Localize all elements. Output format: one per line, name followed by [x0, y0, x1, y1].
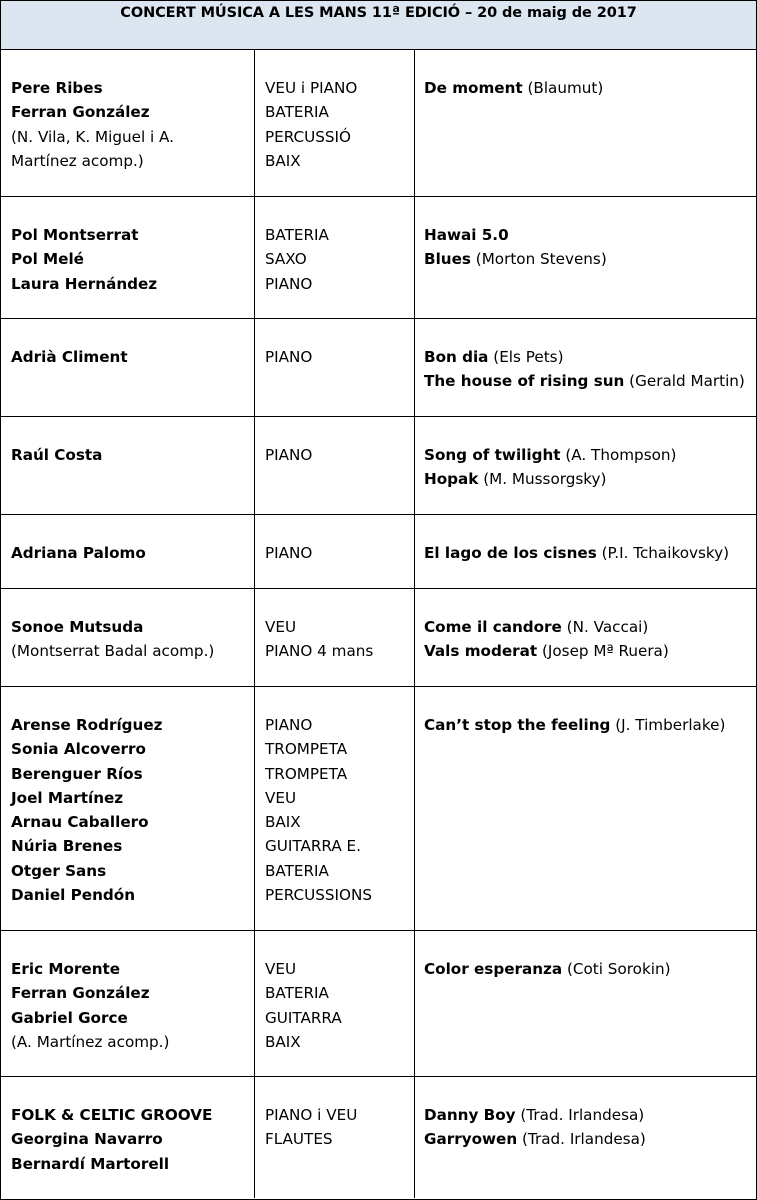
performer-name: (N. Vila, K. Miguel i A. — [11, 127, 174, 146]
performer-name: Berenguer Ríos — [11, 764, 143, 783]
instrument-label: BATERIA — [265, 226, 329, 244]
table-row — [1, 687, 756, 931]
performer-name: Laura Hernández — [11, 274, 158, 293]
performer-name: (A. Martínez acomp.) — [11, 1032, 170, 1051]
performer-name: Daniel Pendón — [11, 886, 136, 905]
instruments-cell — [255, 687, 415, 930]
piece-title: Danny Boy — [424, 1106, 516, 1124]
piece-title: Can’t stop the feeling — [424, 716, 611, 734]
instruments-cell — [255, 197, 415, 318]
performers-cell — [1, 417, 255, 514]
piece-author: (Josep Mª Ruera) — [537, 642, 669, 661]
pieces-cell — [415, 687, 756, 930]
piece-entry — [424, 615, 756, 639]
performer-name: Georgina Navarro — [11, 1130, 163, 1149]
piece-author: (Blaumut) — [522, 79, 604, 97]
instruments-cell — [255, 931, 415, 1076]
pieces-cell — [415, 50, 756, 196]
pieces-cell — [415, 319, 756, 416]
performer-name: Pere Ribes — [11, 79, 103, 97]
piece-entry — [424, 247, 756, 271]
instruments-cell — [255, 1077, 415, 1198]
instrument-label: VEU — [265, 788, 297, 807]
pieces-cell — [415, 197, 756, 318]
performer-name: Ferran González — [11, 984, 150, 1003]
instrument-label: VEU i PIANO — [265, 79, 358, 97]
pieces-cell — [415, 589, 756, 686]
instrument-label: BATERIA — [265, 103, 329, 122]
instruments-cell — [255, 319, 415, 416]
pieces-cell — [415, 1077, 756, 1198]
piece-author: (P.I. Tchaikovsky) — [596, 544, 730, 562]
pieces-cell — [415, 515, 756, 588]
performer-name: Adriana Palomo — [11, 544, 146, 562]
instrument-label: PIANO — [265, 544, 313, 562]
performer-name: Sonoe Mutsuda — [11, 618, 144, 636]
instrument-label: PIANO — [265, 446, 313, 464]
performer-name: Arense Rodríguez — [11, 716, 163, 734]
instrument-label: PERCUSSIÓ — [265, 127, 351, 146]
performer-name: Martínez acomp.) — [11, 151, 144, 170]
table-row — [1, 319, 756, 417]
piece-entry — [424, 639, 756, 663]
instrument-label: PIANO 4 mans — [265, 642, 374, 661]
performer-name: Gabriel Gorce — [11, 1008, 128, 1027]
piece-title: Hopak — [424, 470, 479, 489]
page-title: CONCERT MÚSICA A LES MANS 11ª EDICIÓ – 20 de maig de 2017 — [120, 5, 637, 21]
instrument-label: BATERIA — [265, 861, 329, 880]
performer-name: Pol Melé — [11, 250, 84, 269]
performers-cell — [1, 50, 255, 196]
piece-author: (N. Vaccai) — [561, 618, 649, 636]
instrument-label: TROMPETA — [265, 740, 348, 759]
performer-name: Arnau Caballero — [11, 813, 149, 832]
instrument-label: VEU — [265, 618, 297, 636]
pieces-cell — [415, 417, 756, 514]
instrument-label: PIANO i VEU — [265, 1106, 358, 1124]
instrument-label: BATERIA — [265, 984, 329, 1003]
piece-entry — [424, 467, 756, 491]
instrument-label: PIANO — [265, 348, 313, 366]
piece-title: El lago de los cisnes — [424, 544, 597, 562]
piece-title: Color esperanza — [424, 960, 563, 978]
instruments-cell — [255, 589, 415, 686]
table-row — [1, 1077, 756, 1198]
piece-title: Vals moderat — [424, 642, 538, 661]
performers-cell — [1, 589, 255, 686]
performer-name: FOLK & CELTIC GROOVE — [11, 1106, 213, 1124]
table-row — [1, 417, 756, 515]
instruments-cell — [255, 417, 415, 514]
instrument-label: GUITARRA E. — [265, 837, 361, 856]
table-row — [1, 589, 756, 687]
performers-cell — [1, 197, 255, 318]
piece-author: (J. Timberlake) — [610, 716, 726, 734]
piece-title: Come il candore — [424, 618, 562, 636]
table-header — [1, 1, 756, 50]
piece-entry — [424, 713, 756, 737]
performers-cell — [1, 687, 255, 930]
piece-entry — [424, 1127, 756, 1151]
performer-name: Joel Martínez — [11, 788, 124, 807]
piece-author: (Els Pets) — [488, 348, 564, 366]
piece-author: (Morton Stevens) — [470, 250, 607, 269]
performer-name: Raúl Costa — [11, 446, 103, 464]
table-row — [1, 931, 756, 1077]
performer-name: Bernardí Martorell — [11, 1154, 170, 1173]
instrument-label: TROMPETA — [265, 764, 348, 783]
instrument-label: BAIX — [265, 813, 301, 832]
piece-author: (Trad. Irlandesa) — [517, 1130, 646, 1149]
instruments-cell — [255, 515, 415, 588]
piece-entry — [424, 345, 756, 369]
piece-title: Garryowen — [424, 1130, 518, 1149]
performers-cell — [1, 515, 255, 588]
instruments-cell — [255, 50, 415, 196]
instrument-label: VEU — [265, 960, 297, 978]
performer-name: Ferran González — [11, 103, 150, 122]
piece-title: Blues — [424, 250, 471, 269]
instrument-label: BAIX — [265, 151, 301, 170]
piece-entry — [424, 1103, 756, 1127]
instrument-label: BAIX — [265, 1032, 301, 1051]
instrument-label: SAXO — [265, 250, 307, 269]
piece-title: De moment — [424, 79, 523, 97]
performer-name: Pol Montserrat — [11, 226, 139, 244]
piece-entry — [424, 443, 756, 467]
piece-entry — [424, 957, 756, 981]
instrument-label: PIANO — [265, 274, 313, 293]
table-row — [1, 515, 756, 589]
piece-author: (M. Mussorgsky) — [478, 470, 607, 489]
piece-title: Song of twilight — [424, 446, 561, 464]
piece-title: Hawai 5.0 — [424, 226, 509, 244]
piece-author: (A. Thompson) — [560, 446, 677, 464]
piece-author: (Coti Sorokin) — [562, 960, 671, 978]
instrument-label: FLAUTES — [265, 1130, 333, 1149]
performer-name: Núria Brenes — [11, 837, 123, 856]
performers-cell — [1, 1077, 255, 1198]
table-row — [1, 50, 756, 197]
performer-name: Otger Sans — [11, 861, 107, 880]
piece-entry — [424, 223, 756, 247]
instrument-label: GUITARRA — [265, 1008, 342, 1027]
table-row — [1, 197, 756, 319]
piece-entry — [424, 76, 756, 100]
piece-author: (Trad. Irlandesa) — [515, 1106, 645, 1124]
piece-title: The house of rising sun — [424, 372, 625, 391]
performers-cell — [1, 319, 255, 416]
performer-name: Eric Morente — [11, 960, 121, 978]
performer-name: Sonia Alcoverro — [11, 740, 146, 759]
performer-name: (Montserrat Badal acomp.) — [11, 642, 215, 661]
piece-entry — [424, 541, 756, 565]
instrument-label: PERCUSSIONS — [265, 886, 372, 905]
performer-name: Adrià Climent — [11, 348, 128, 366]
piece-author: (Gerald Martin) — [624, 372, 745, 391]
performers-cell — [1, 931, 255, 1076]
piece-entry — [424, 369, 756, 393]
pieces-cell — [415, 931, 756, 1076]
piece-title: Bon dia — [424, 348, 489, 366]
instrument-label: PIANO — [265, 716, 313, 734]
